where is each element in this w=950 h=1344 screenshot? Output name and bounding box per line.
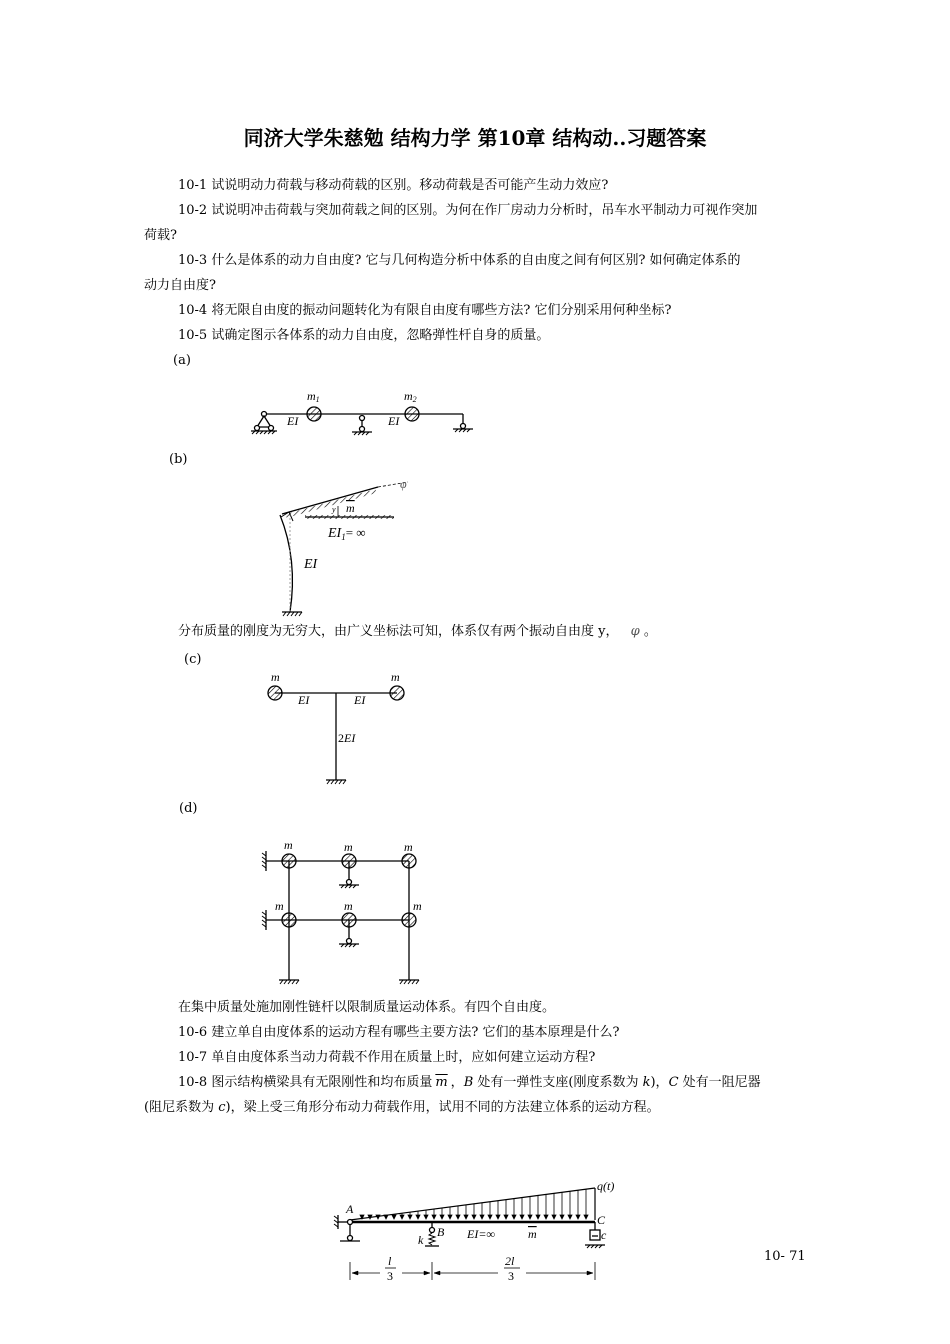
figure-b [280,482,408,616]
fig-a-mass-1 [307,407,321,421]
fig-c-m-left: m [271,670,280,684]
fig-d-m: m [344,840,353,854]
load-arrow-head [456,1215,460,1219]
load-arrow-head [488,1215,492,1219]
load-arrow-head [448,1215,452,1219]
question-10-5: 10-5 试确定图示各体系的动力自由度，忽略弹性杆自身的质量。 [178,328,550,343]
answer-b-text: 分布质量的刚度为无穷大，由广义坐标法可知，体系仅有两个振动自由度 y， [178,624,619,639]
q10-8-text-7: )，梁上受三角形分布动力荷载作用，试用不同的方法建立体系的运动方程。 [225,1100,660,1115]
load-arrow-head [560,1215,564,1219]
page-number: 10- 71 [764,1249,806,1264]
figure-b-label: (b) [169,452,188,467]
load-arrow-head [584,1215,588,1219]
load-arrow-head [480,1215,484,1219]
load-arrow-head [464,1215,468,1219]
fig-b-beam-rotated [282,487,378,514]
q10-8-c: c [218,1100,226,1115]
load-arrow-head [432,1215,436,1219]
fig-a-support-left [251,412,277,435]
fig-b-column-deformed [280,515,292,612]
fig-e-C: C [597,1213,606,1227]
load-arrow-head [568,1215,572,1219]
figure-c [268,686,404,784]
load-arrow-head [496,1215,500,1219]
question-10-6: 10-6 建立单自由度体系的运动方程有哪些主要方法? 它们的基本原理是什么? [178,1025,620,1040]
fig-c-m-right: m [391,670,400,684]
fig-e-m: m [528,1227,537,1241]
load-arrow-head [544,1215,548,1219]
q10-8-mbar: $\overline{m}$ [435,1075,448,1090]
fig-e-l2-num: 2l [505,1254,515,1268]
fig-e-l1-den: 3 [387,1269,393,1283]
fig-e-k: k [418,1233,424,1247]
fig-d-mass [342,854,356,868]
fig-d-mass [402,913,416,927]
fig-d-mass [402,854,416,868]
q10-8-text-6: (阻尼系数为 [144,1100,219,1115]
q10-8-text-3: 处有一弹性支座(刚度系数为 [473,1075,643,1090]
load-arrow-head [400,1215,404,1219]
load-arrow-head [416,1215,420,1219]
answer-b-end: 。 [643,624,657,639]
figure-c-label: (c) [184,652,202,667]
question-10-3-cont: 动力自由度? [144,278,216,293]
fig-e-ei: EI=∞ [467,1227,495,1241]
q10-8-text-4: )， [650,1075,669,1090]
load-arrow-head [368,1215,372,1219]
page-title: 同济大学朱慈勉 结构力学 第10章 结构动..习题答案 [243,126,707,150]
load-arrow-head [528,1215,532,1219]
question-10-2-cont: 荷载? [144,228,177,243]
fig-d-m: m [404,840,413,854]
q10-8-text-2: ， [450,1075,464,1090]
q10-8-C: C [668,1075,679,1090]
question-10-3: 10-3 什么是体系的动力自由度? 它与几何构造分析中体系的自由度之间有何区别? 如何确定体系的 [178,253,741,268]
answer-b-phi: φ [630,624,640,639]
figure-a-label: (a) [173,353,191,368]
fig-e-qt: q(t) [597,1179,615,1193]
answer-d: 在集中质量处施加刚性链杆以限制质量运动体系。有四个自由度。 [178,1000,556,1015]
fig-e-B: B [437,1225,445,1239]
q10-8-text-5: 处有一阻尼器 [678,1075,761,1090]
q10-8-text-1: 10-8 图示结构横梁具有无限刚性和均布质量 [178,1075,433,1090]
load-arrow-head [504,1215,508,1219]
figure-d [262,851,419,984]
load-arrow-head [576,1215,580,1219]
figure-d-label: (d) [179,801,198,816]
fig-d-mass [282,913,296,927]
fig-b-phi: φ [400,477,407,491]
fig-a-support-right [453,414,473,432]
load-arrow-head [392,1215,396,1219]
fig-a-support-mid [352,416,372,436]
fig-c-mass-left [268,686,282,700]
fig-d-m: m [275,899,284,913]
fig-e-c: c [601,1228,607,1242]
figure-a [251,407,473,435]
fig-d-mass [342,913,356,927]
fig-d-m: m [344,899,353,913]
load-arrow-head [520,1215,524,1219]
load-arrow-head [512,1215,516,1219]
question-10-7: 10-7 单自由度体系当动力荷载不作用在质量上时，应如何建立运动方程? [178,1050,596,1065]
fig-e-A: A [346,1202,354,1216]
fig-e-l1-num: l [388,1254,392,1268]
load-arrow-head [376,1215,380,1219]
load-arrow-head [536,1215,540,1219]
q10-8-k: k [642,1075,651,1090]
fig-a-mass-2 [405,407,419,421]
load-arrow-head [440,1215,444,1219]
fig-b-y: y [332,505,336,514]
load-arrow-head [384,1215,388,1219]
fig-d-m: m [284,838,293,852]
load-arrow-head [472,1215,476,1219]
fig-d-m: m [413,899,422,913]
fig-a-ei2: EI [388,414,400,428]
q10-8-B: B [463,1075,474,1090]
question-10-1: 10-1 试说明动力荷载与移动荷载的区别。移动荷载是否可能产生动力效应? [178,178,609,193]
fig-c-ei-left: EI [298,693,310,707]
question-10-2: 10-2 试说明冲击荷载与突加荷载之间的区别。为何在作厂房动力分析时，吊车水平制动力可视作突加 [178,203,758,218]
fig-a-m1: m1 [307,389,320,404]
fig-e-l2-den: 3 [508,1269,514,1283]
fig-d-mass [282,854,296,868]
load-arrow-head [424,1215,428,1219]
fig-c-mass-right [390,686,404,700]
fig-c-ei-col: 2EI [338,731,356,745]
load-arrow-head [408,1215,412,1219]
fig-c-ei-right: EI [354,693,366,707]
question-10-4: 10-4 将无限自由度的振动问题转化为有限自由度有哪些方法? 它们分别采用何种坐标? [178,303,672,318]
fig-b-ei: EI [304,557,318,572]
fig-a-ei1: EI [287,414,299,428]
fig-b-m: m [346,501,355,515]
fig-b-ei1: $EI_1=$ ∞ [328,525,366,542]
load-arrow-head [552,1215,556,1219]
fig-a-m2: m2 [404,389,417,404]
